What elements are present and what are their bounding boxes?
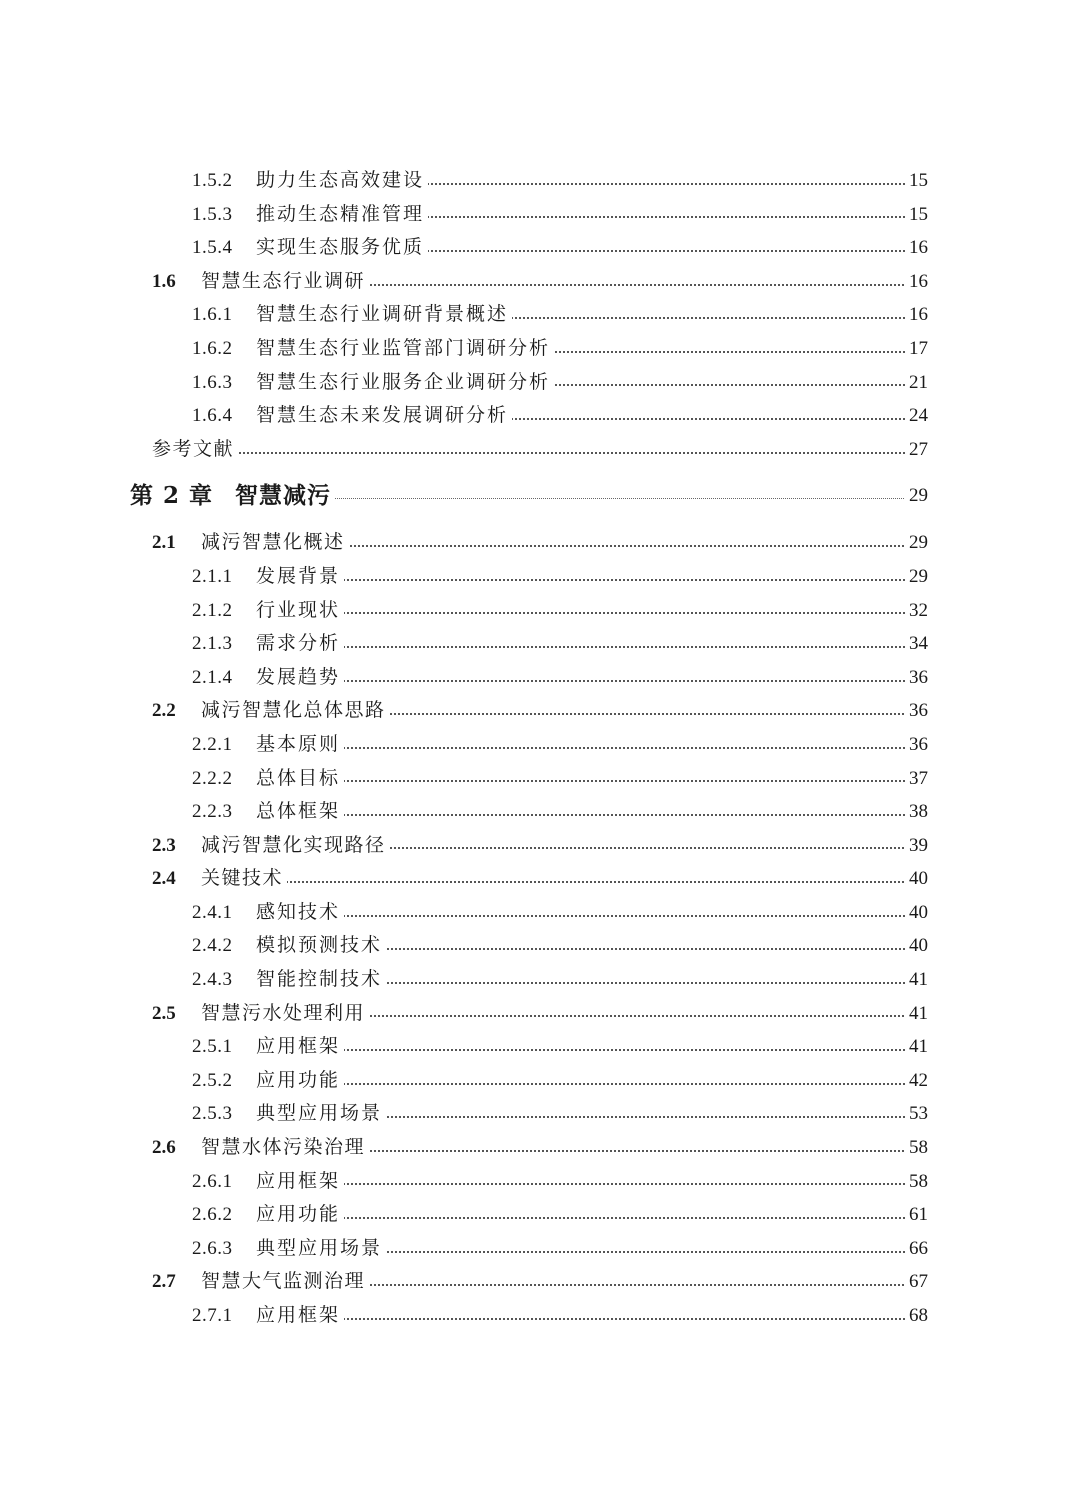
toc-title: 模拟预测技术 (256, 929, 386, 963)
toc-entry-2-7[interactable] (0, 1265, 1080, 1299)
toc-title: 智慧生态行业调研 (201, 265, 369, 299)
toc-page-number: 16 (905, 298, 928, 332)
toc-title: 智慧生态行业服务企业调研分析 (256, 366, 554, 400)
toc-entry-1-6-3[interactable] (0, 366, 1080, 400)
toc-page-number: 40 (905, 896, 928, 930)
toc-page-number: 39 (905, 829, 928, 863)
toc-number: 2.5.3 (192, 1103, 233, 1125)
toc-number: 2.5 (152, 1002, 176, 1024)
toc-title: 减污智慧化总体思路 (201, 694, 390, 728)
toc-entry-2-1[interactable] (0, 526, 1080, 560)
toc-entry-2-5-3[interactable] (0, 1097, 1080, 1131)
toc-title: 需求分析 (256, 627, 344, 661)
dot-leader (256, 1316, 924, 1320)
toc-entry-2-6-1[interactable] (0, 1165, 1080, 1199)
dot-leader (256, 745, 924, 749)
table-of-contents (0, 164, 1080, 1333)
toc-page-number: 41 (905, 997, 928, 1031)
toc-entry-2-6-3[interactable] (0, 1232, 1080, 1266)
toc-number: 1.5.3 (192, 203, 233, 225)
toc-page-number: 67 (905, 1265, 928, 1299)
toc-entry-1-5-4[interactable] (0, 231, 1080, 265)
toc-entry-references[interactable] (0, 433, 1080, 467)
toc-entry-2-3[interactable] (0, 829, 1080, 863)
dot-leader (256, 678, 924, 682)
toc-title: 智慧水体污染治理 (201, 1131, 369, 1165)
toc-number: 2.2.3 (192, 801, 233, 823)
toc-number: 2.2 (152, 700, 176, 722)
toc-title: 实现生态服务优质 (256, 231, 428, 265)
toc-title: 总体目标 (256, 762, 344, 796)
toc-number: 2.6.1 (192, 1170, 233, 1192)
dot-leader (256, 1215, 924, 1219)
toc-number: 2.6.2 (192, 1204, 233, 1226)
toc-number: 1.6.4 (192, 405, 233, 427)
toc-number: 2.4.3 (192, 969, 233, 991)
toc-number: 2.1 (152, 532, 176, 554)
toc-number: 1.6.2 (192, 337, 233, 359)
toc-page-number: 34 (905, 627, 928, 661)
toc-entry-2-1-3[interactable] (0, 627, 1080, 661)
toc-entry-1-5-2[interactable] (0, 164, 1080, 198)
toc-title: 行业现状 (256, 594, 344, 628)
toc-page-number: 15 (905, 198, 928, 232)
toc-page-number: 27 (905, 433, 928, 467)
toc-title: 典型应用场景 (256, 1232, 386, 1266)
toc-number: 2.5.1 (192, 1036, 233, 1058)
toc-entry-2-1-2[interactable] (0, 594, 1080, 628)
toc-page-number: 68 (905, 1299, 928, 1333)
toc-page-number: 15 (905, 164, 928, 198)
toc-number: 2.1.1 (192, 565, 233, 587)
toc-title: 感知技术 (256, 896, 344, 930)
toc-page-number: 41 (905, 963, 928, 997)
toc-entry-2-2[interactable] (0, 694, 1080, 728)
toc-title: 应用功能 (256, 1198, 344, 1232)
toc-entry-2-4-1[interactable] (0, 896, 1080, 930)
toc-title: 基本原则 (256, 728, 344, 762)
toc-title: 应用框架 (256, 1030, 344, 1064)
toc-title: 减污智慧化概述 (201, 526, 349, 560)
toc-entry-2-7-1[interactable] (0, 1299, 1080, 1333)
toc-page-number: 17 (905, 332, 928, 366)
toc-page-number: 42 (905, 1064, 928, 1098)
toc-page-number: 61 (905, 1198, 928, 1232)
dot-leader (256, 610, 924, 614)
chapter-label: 第 2 章 (130, 482, 214, 510)
toc-number: 2.7 (152, 1271, 176, 1293)
dot-leader (256, 1047, 924, 1051)
toc-entry-2-1-1[interactable] (0, 560, 1080, 594)
toc-title: 应用框架 (256, 1299, 344, 1333)
toc-page-number: 36 (905, 661, 928, 695)
toc-number: 2.4.1 (192, 901, 233, 923)
toc-number: 2.4 (152, 868, 176, 890)
toc-number: 2.5.2 (192, 1069, 233, 1091)
dot-leader (256, 812, 924, 816)
toc-page-number: 37 (905, 762, 928, 796)
toc-number: 2.2.1 (192, 733, 233, 755)
toc-number: 2.6 (152, 1137, 176, 1159)
toc-entry-2-2-1[interactable] (0, 728, 1080, 762)
toc-number: 2.7.1 (192, 1305, 233, 1326)
toc-entry-1-6-4[interactable] (0, 399, 1080, 433)
toc-title: 智能控制技术 (256, 963, 386, 997)
toc-page-number: 58 (905, 1165, 928, 1199)
toc-title: 减污智慧化实现路径 (201, 829, 390, 863)
toc-entry-2-2-3[interactable] (0, 795, 1080, 829)
toc-number: 1.5.2 (192, 170, 233, 191)
toc-number: 1.5.4 (192, 237, 233, 259)
toc-page-number: 53 (905, 1097, 928, 1131)
toc-entry-2-4-3[interactable] (0, 963, 1080, 997)
toc-entry-2-4[interactable] (0, 862, 1080, 896)
toc-number: 1.6 (152, 270, 176, 292)
toc-number: 2.6.3 (192, 1237, 233, 1259)
toc-entry-chapter-2[interactable] (0, 466, 1080, 526)
toc-entry-2-5[interactable] (0, 997, 1080, 1031)
toc-page-number: 36 (905, 728, 928, 762)
toc-number: 2.4.2 (192, 935, 233, 957)
toc-entry-2-4-2[interactable] (0, 929, 1080, 963)
toc-page-number: 29 (905, 466, 928, 526)
toc-entry-2-6[interactable] (0, 1131, 1080, 1165)
dot-leader (256, 1181, 924, 1185)
toc-page-number: 29 (905, 560, 928, 594)
toc-number: 2.2.2 (192, 767, 233, 789)
toc-entry-2-6-2[interactable] (0, 1198, 1080, 1232)
toc-entry-1-6[interactable] (0, 265, 1080, 299)
toc-page-number: 58 (905, 1131, 928, 1165)
toc-page-number: 21 (905, 366, 928, 400)
toc-title: 参考文献 (152, 433, 238, 467)
toc-page-number: 32 (905, 594, 928, 628)
toc-title: 智慧生态行业调研背景概述 (256, 298, 512, 332)
dot-leader (256, 577, 924, 581)
toc-page-number: 40 (905, 862, 928, 896)
toc-page-number: 66 (905, 1232, 928, 1266)
toc-title: 关键技术 (201, 862, 287, 896)
toc-entry-1-6-1[interactable] (0, 298, 1080, 332)
toc-title: 发展背景 (256, 560, 344, 594)
toc-number: 2.1.4 (192, 666, 233, 688)
dot-leader (256, 778, 924, 782)
toc-title: 助力生态高效建设 (256, 164, 428, 198)
toc-number: 1.6.3 (192, 371, 233, 393)
toc-page-number: 16 (905, 265, 928, 299)
toc-number: 2.1.3 (192, 633, 233, 655)
toc-page-number: 16 (905, 231, 928, 265)
toc-title: 应用功能 (256, 1064, 344, 1098)
toc-title: 智慧生态行业监管部门调研分析 (256, 332, 554, 366)
toc-title: 智慧污水处理利用 (201, 997, 369, 1031)
chapter-title: 智慧减污 (235, 482, 332, 510)
toc-number: 1.6.1 (192, 304, 233, 326)
toc-title: 总体框架 (256, 795, 344, 829)
toc-title: 典型应用场景 (256, 1097, 386, 1131)
toc-page-number: 41 (905, 1030, 928, 1064)
toc-title: 智慧生态未来发展调研分析 (256, 399, 512, 433)
toc-entry-2-5-1[interactable] (0, 1030, 1080, 1064)
toc-title: 推动生态精准管理 (256, 198, 428, 232)
toc-page-number: 29 (905, 526, 928, 560)
toc-title: 应用框架 (256, 1165, 344, 1199)
toc-page-number: 36 (905, 694, 928, 728)
dot-leader (256, 644, 924, 648)
toc-entry-2-2-2[interactable] (0, 762, 1080, 796)
chapter-heading (130, 466, 335, 526)
toc-page-number: 40 (905, 929, 928, 963)
toc-number: 2.1.2 (192, 599, 233, 621)
toc-number: 2.3 (152, 834, 176, 856)
toc-entry-1-5-3[interactable] (0, 198, 1080, 232)
dot-leader (256, 913, 924, 917)
toc-title: 智慧大气监测治理 (201, 1265, 369, 1299)
dot-leader (152, 450, 924, 454)
toc-entry-2-1-4[interactable] (0, 661, 1080, 695)
dot-leader (201, 879, 924, 883)
toc-page-number: 24 (905, 399, 928, 433)
toc-title: 发展趋势 (256, 661, 344, 695)
dot-leader (256, 1081, 924, 1085)
toc-page-number: 38 (905, 795, 928, 829)
toc-entry-2-5-2[interactable] (0, 1064, 1080, 1098)
toc-entry-1-6-2[interactable] (0, 332, 1080, 366)
